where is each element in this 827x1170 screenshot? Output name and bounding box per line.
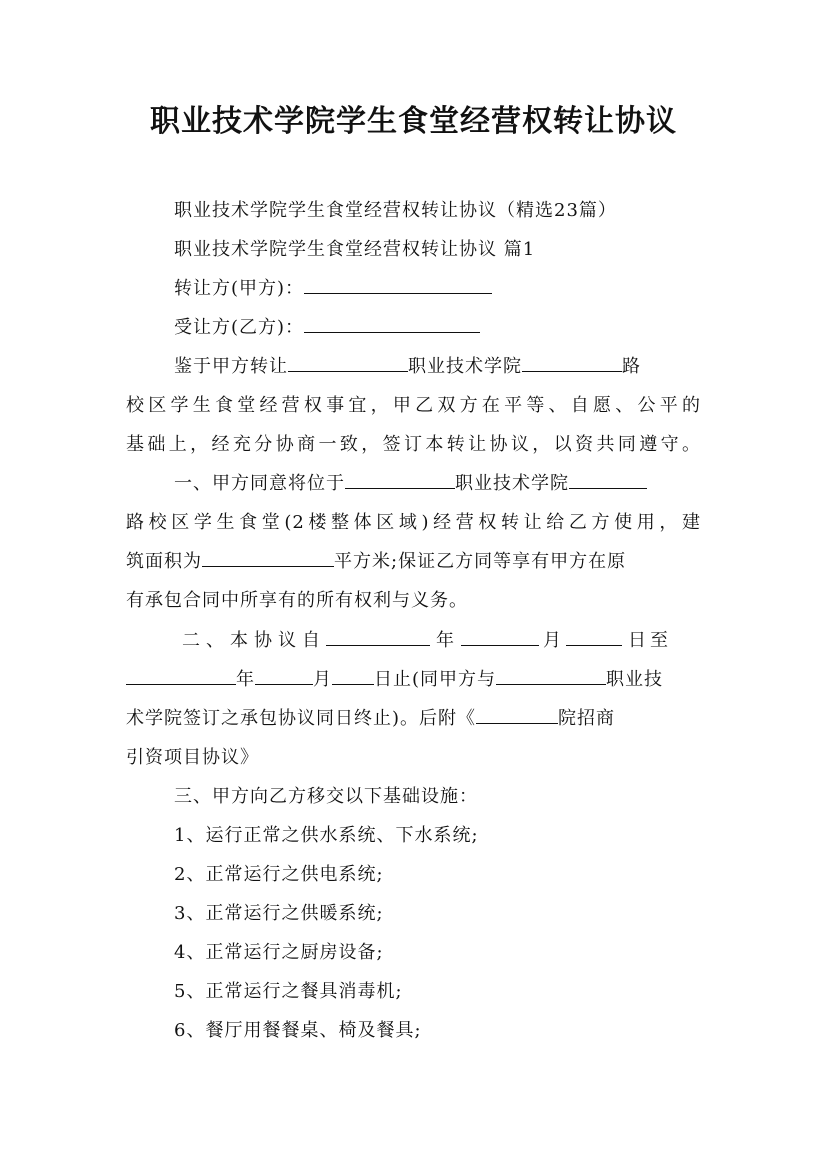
list-item: 1、运行正常之供水系统、下水系统; [174, 825, 479, 846]
party-a-label: 转让方(甲方)： [174, 278, 305, 299]
text-segment: 鉴于甲方转让 [174, 356, 288, 377]
paragraph-3-line-4: 引资项目协议》 [126, 747, 259, 768]
paragraph-2-line-3 [126, 543, 701, 581]
list-item: 6、餐厅用餐餐桌、椅及餐具; [174, 1020, 422, 1041]
paragraph-1-line-2: 校区学生食堂经营权事宜，甲乙双方在平等、自愿、公平的 [126, 395, 701, 416]
text-segment: 日至 [628, 630, 672, 651]
text-segment: 院招商 [558, 708, 616, 729]
paragraph-2-line-1 [126, 465, 701, 503]
list-item: 2、正常运行之供电系统; [174, 864, 384, 885]
fill-blank [522, 355, 622, 372]
fill-blank [476, 707, 558, 724]
text-segment: 职业技术学院 [408, 356, 522, 377]
fill-blank [288, 355, 408, 372]
party-b-line [126, 309, 701, 347]
fill-blank [202, 550, 334, 567]
fill-blank [332, 668, 374, 685]
text-segment: 月 [543, 630, 562, 651]
text-segment: 职业技术学院 [455, 473, 569, 494]
text-segment: 年 [236, 669, 255, 690]
list-item: 3、正常运行之供暖系统; [174, 903, 384, 924]
text-segment: 路 [622, 356, 641, 377]
fill-blank [566, 629, 622, 646]
paragraph-2-line-4: 有承包合同中所享有的所有权利与义务。 [126, 590, 468, 611]
text-segment: 平方米;保证乙方同等享有甲方在原 [334, 551, 627, 572]
paragraph-3-line-2 [126, 661, 701, 699]
fill-blank [461, 629, 539, 646]
paragraph-1-line-3: 基础上，经充分协商一致，签订本转让协议，以资共同遵守。 [126, 434, 701, 455]
fill-blank [126, 668, 236, 685]
document-subtitle: 职业技术学院学生食堂经营权转让协议（精选23篇） [174, 200, 617, 221]
text-segment: 二、本协议自 [182, 630, 326, 651]
fill-blank [345, 472, 455, 489]
party-b-blank [304, 316, 480, 333]
list-item: 5、正常运行之餐具消毒机; [174, 981, 403, 1002]
text-segment: 职业技 [606, 669, 664, 690]
list-item: 4、正常运行之厨房设备; [174, 942, 384, 963]
party-b-label: 受让方(乙方)： [174, 317, 305, 338]
paragraph-2-line-2: 路校区学生食堂(2楼整体区域)经营权转让给乙方使用，建 [126, 512, 701, 533]
text-segment: 术学院签订之承包协议同日终止)。后附《 [126, 708, 477, 729]
fill-blank [255, 668, 313, 685]
text-segment: 月 [313, 669, 332, 690]
document-title: 职业技术学院学生食堂经营权转让协议 [150, 104, 677, 139]
paragraph-3-line-3 [126, 700, 701, 738]
text-segment: 一、甲方同意将位于 [174, 473, 345, 494]
paragraph-1-line-1 [126, 348, 701, 386]
paragraph-4-heading: 三、甲方向乙方移交以下基础设施： [174, 786, 478, 807]
fill-blank [326, 629, 430, 646]
section-heading: 职业技术学院学生食堂经营权转让协议 篇1 [174, 239, 536, 260]
text-segment: 筑面积为 [126, 551, 202, 572]
party-a-line [126, 270, 701, 308]
party-a-blank [304, 277, 492, 294]
text-segment: 年 [436, 630, 455, 651]
fill-blank [569, 472, 647, 489]
fill-blank [496, 668, 606, 685]
paragraph-3-line-1 [126, 622, 701, 660]
text-segment: 日止(同甲方与 [374, 669, 497, 690]
